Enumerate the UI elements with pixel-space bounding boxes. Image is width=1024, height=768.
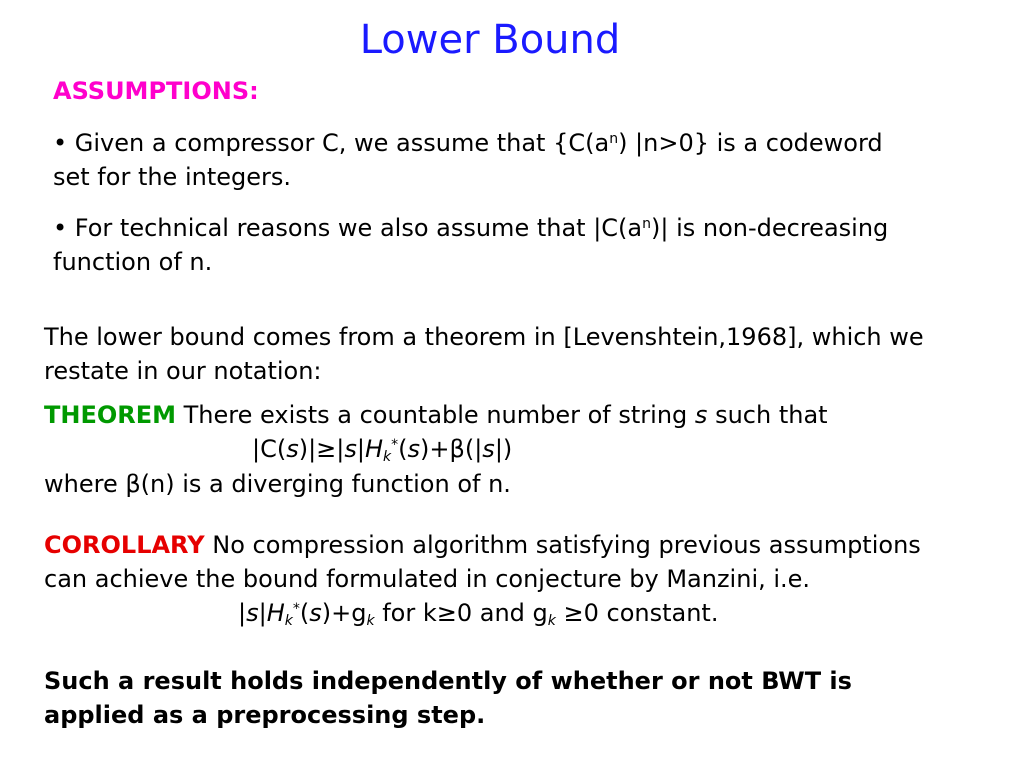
- bullet1-line2: set for the integers.: [53, 163, 292, 191]
- theorem-label: THEOREM: [44, 401, 177, 429]
- corollary-formula: $|s|H_k^*(s)+g_k$ for k≥0 and $g_k \ge 0$ constant.: [238, 599, 719, 629]
- bullet1-text-b: ) |n>0} is a codeword: [618, 129, 883, 157]
- assumptions-heading: ASSUMPTIONS:: [53, 77, 259, 105]
- intro-line2: restate in our notation:: [44, 357, 322, 385]
- corollary-line2: can achieve the bound formulated in conjecture by Manzini, i.e.: [44, 565, 811, 593]
- intro-paragraph: [44, 320, 924, 388]
- corollary-line1: No compression algorithm satisfying previous assumptions: [204, 531, 921, 559]
- corollary-label: COROLLARY: [44, 531, 205, 559]
- theorem-formula: $|C(s)|\ge|s|H_k^*(s)+\beta(|s|)$: [252, 435, 513, 465]
- conclusion-line1: Such a result holds independently of whether or not BWT is: [44, 667, 852, 695]
- corollary-paragraph: [44, 528, 921, 596]
- theorem-where-line: where β(n) is a diverging function of n.: [44, 470, 511, 498]
- bullet2-text-a: • For technical reasons we also assume that |C(a: [53, 214, 643, 242]
- bullet2-text-b: )| is non-decreasing: [651, 214, 889, 242]
- theorem-statement: [44, 398, 828, 432]
- bullet1-text-a: • Given a compressor C, we assume that {C(a: [53, 129, 610, 157]
- bullet1-superscript: n: [609, 131, 619, 147]
- assumption-bullet-2: [53, 211, 888, 279]
- theorem-variable-s: s: [694, 401, 708, 429]
- conclusion-line2: applied as a preprocessing step.: [44, 701, 486, 729]
- page-title: Lower Bound: [359, 17, 621, 63]
- theorem-text-a: There exists a countable number of string: [176, 401, 695, 429]
- assumption-bullet-1: [53, 126, 883, 194]
- theorem-text-b: such that: [707, 401, 828, 429]
- conclusion-paragraph: [44, 664, 852, 732]
- intro-line1: The lower bound comes from a theorem in [Levenshtein,1968], which we: [44, 323, 924, 351]
- bullet2-superscript: n: [642, 216, 651, 232]
- bullet2-line2: function of n.: [53, 248, 213, 276]
